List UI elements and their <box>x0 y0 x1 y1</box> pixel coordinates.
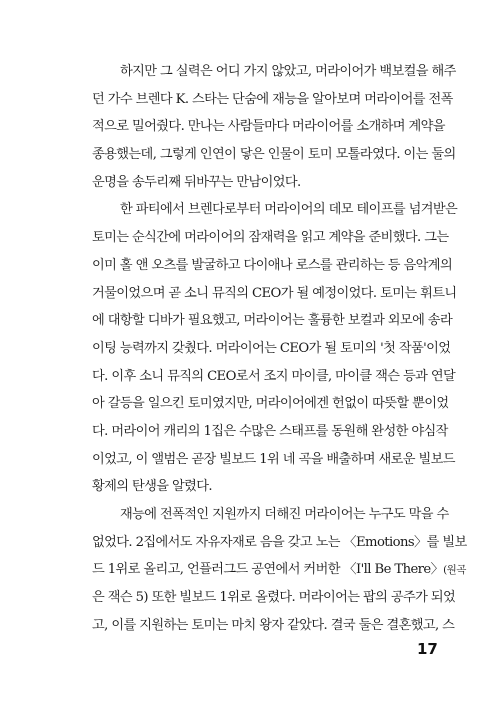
text-line: 다. 이후 소니 뮤직의 CEO로서 조지 마이클, 마이클 잭슨 등과 연달 <box>92 368 456 384</box>
text-line: 황제의 탄생을 알렸다. <box>92 479 213 495</box>
text-line: 재능에 전폭적인 지원까지 더해진 머라이어는 누구도 막을 수 <box>120 507 449 522</box>
text-line: 적으로 밀어줬다. 만나는 사람들마다 머라이어를 소개하며 계약을 <box>92 119 445 135</box>
text-line: 이미 홀 앤 오츠를 발굴하고 다이애나 로스를 관리하는 등 음악계의 <box>92 257 453 273</box>
text-line <box>92 612 455 640</box>
text-line-main: 드 1위로 올리고, 언플러그드 공연에서 커버한 〈I'll Be There〉 <box>92 562 444 578</box>
text-line: 없었다. 2집에서도 자유자재로 음을 갖고 노는 〈Emotions〉를 빌보 <box>92 534 467 550</box>
body-text <box>92 58 467 639</box>
text-line-fragment: 결국 둘은 결혼했고, 스 <box>327 617 455 633</box>
inline-note: (원곡 <box>443 564 466 577</box>
text-line-main: 고, 이를 지원하는 토미는 마치 왕자 같았다. <box>92 617 328 633</box>
text-line: 던 가수 브렌다 K. 스타는 단숨에 재능을 알아보며 머라이어를 전폭 <box>92 91 453 107</box>
text-line: 에 대항할 디바가 필요했고, 머라이어는 훌륭한 보컬과 외모에 송라 <box>92 313 453 329</box>
text-line: 아 갈등을 일으킨 토미였지만, 머라이어에겐 헌없이 따뜻할 뿐이었 <box>92 396 449 412</box>
text-line: 하지만 그 실력은 어디 가지 않았고, 머라이어가 백보컬을 해주 <box>120 64 456 79</box>
text-line: 이었고, 이 앨범은 곧장 빌보드 1위 네 곡을 배출하며 새로운 빌보드 <box>92 451 455 467</box>
page-number: 17 <box>417 640 438 658</box>
text-line: 다. 머라이어 캐리의 1집은 수많은 스태프를 동원해 완성한 야심작 <box>92 423 448 439</box>
text-line: 토미는 순식간에 머라이어의 잠재력을 읽고 계약을 준비했다. 그는 <box>92 230 449 246</box>
text-line: 거물이었으며 곧 소니 뮤직의 CEO가 될 예정이었다. 토미는 휘트니 <box>92 285 457 301</box>
text-line: 한 파티에서 브렌다로부터 머라이어의 데모 테이프를 넘겨받은 <box>120 202 458 218</box>
text-line: 이팅 능력까지 갖췄다. 머라이어는 CEO가 될 토미의 '첫 작품'이었 <box>92 340 451 356</box>
text-line: 운명을 송두리째 뒤바꾸는 만남이었다. <box>92 174 301 190</box>
text-line <box>92 556 466 584</box>
text-line: 은 잭슨 5) 또한 빌보드 1위로 올렸다. 머라이어는 팝의 공주가 되었 <box>92 590 456 606</box>
text-line: 종용했는데, 그렇게 인연이 닿은 인물이 토미 모톨라였다. 이는 둘의 <box>92 147 456 163</box>
